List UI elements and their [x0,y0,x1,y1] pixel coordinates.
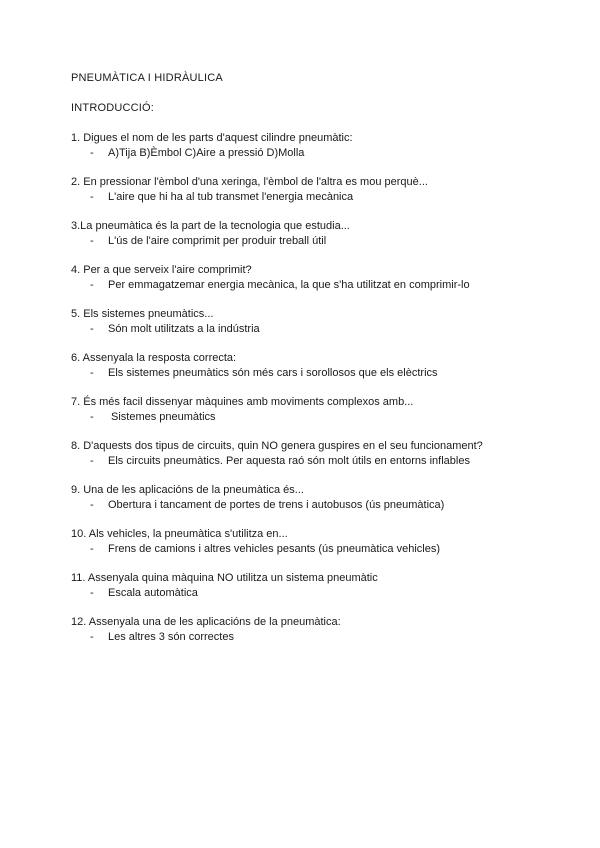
dash-bullet: - [90,191,94,203]
question-item [71,439,571,467]
question-text: 3.La pneumàtica és la part de la tecnologia que estudia... [71,220,350,232]
answer-text: Escala automàtica [108,587,198,599]
section-heading: INTRODUCCIÓ: [71,102,155,114]
answer-line [71,278,571,292]
answer-text: Els sistemes pneumàtics són més cars i sorollosos que els elèctrics [108,367,438,379]
answer-text: L'aire que hi ha al tub transmet l'energia mecànica [108,191,354,203]
dash-bullet: - [90,543,94,555]
question-text: 1. Digues el nom de les parts d'aquest cilindre pneumàtic: [71,132,353,144]
answer-line [71,542,571,556]
answer-text: Les altres 3 són correctes [108,631,234,643]
question-item [71,527,571,555]
question-text: 7. És més facil dissenyar màquines amb moviments complexos amb... [71,396,414,408]
answer-text: Sistemes pneumàtics [111,411,216,423]
answer-text: L'ús de l'aire comprimit per produir treball útil [108,235,327,247]
question-item [71,351,571,379]
question-text: 12. Assenyala una de les aplicacións de la pneumàtica: [71,616,341,628]
answer-text: Per emmagatzemar energia mecànica, la que s'ha utilitzat en comprimir-lo [108,279,470,291]
answer-text: Obertura i tancament de portes de trens i autobusos (ús pneumàtica) [108,499,445,511]
dash-bullet: - [90,587,94,599]
question-text: 4. Per a que serveix l'aire comprimit? [71,264,252,276]
answer-line [71,234,571,248]
dash-bullet: - [90,323,94,335]
dash-bullet: - [90,411,94,423]
dash-bullet: - [90,499,94,511]
answer-line [71,630,571,644]
dash-bullet: - [90,455,94,467]
answer-line [71,454,571,468]
dash-bullet: - [90,235,94,247]
answer-text: Frens de camions i altres vehicles pesants (ús pneumàtica vehicles) [108,543,440,555]
answer-line [71,366,571,380]
question-item [71,307,571,335]
answer-text: Són molt utilitzats a la indústria [108,323,260,335]
dash-bullet: - [90,367,94,379]
question-item [71,263,571,291]
question-text: 5. Els sistemes pneumàtics... [71,308,214,320]
answer-line [71,190,571,204]
answer-text: Els circuits pneumàtics. Per aquesta raó són molt útils en entorns inflables [108,455,470,467]
question-item [71,571,571,599]
answer-line [71,146,571,160]
question-item [71,615,571,643]
question-item [71,483,571,511]
question-item [71,395,571,423]
question-item [71,131,571,159]
question-item [71,175,571,203]
answer-line [71,410,571,424]
dash-bullet: - [90,279,94,291]
answer-line [71,498,571,512]
question-text: 11. Assenyala quina màquina NO utilitza un sistema pneumàtic [71,572,378,584]
question-item [71,219,571,247]
question-text: 10. Als vehicles, la pneumàtica s'utilitza en... [71,528,288,540]
dash-bullet: - [90,631,94,643]
question-text: 8. D'aquests dos tipus de circuits, quin NO genera guspires en el seu funcionament? [71,440,483,452]
dash-bullet: - [90,147,94,159]
answer-line [71,586,571,600]
question-text: 2. En pressionar l'èmbol d'una xeringa, l'èmbol de l'altra es mou perquè... [71,176,428,188]
answer-text: A)Tija B)Èmbol C)Aire a pressió D)Molla [108,147,305,159]
question-text: 6. Assenyala la resposta correcta: [71,352,237,364]
document-title: PNEUMÀTICA I HIDRÀULICA [71,72,223,84]
answer-line [71,322,571,336]
question-text: 9. Una de les aplicacións de la pneumàtica és... [71,484,304,496]
